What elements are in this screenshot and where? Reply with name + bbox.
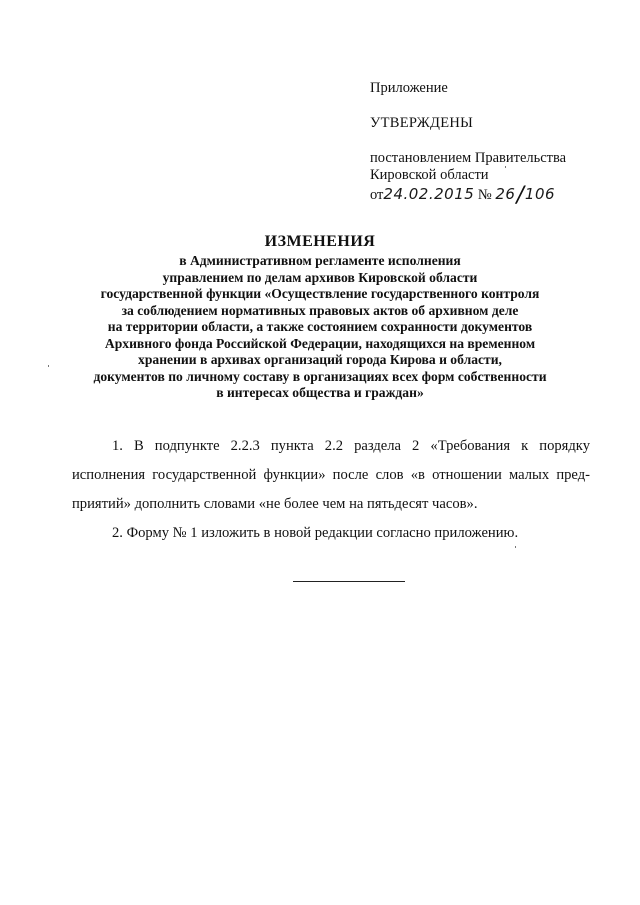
document-title-block <box>60 233 580 402</box>
handwritten-date: 24.02.2015 <box>383 185 475 203</box>
title-line: государственной функции «Осуществление государственного контроля <box>100 286 540 301</box>
paragraph-1-line: 1. В подпункте 2.2.3 пункта 2.2 раздела 2 «Требования к порядку <box>112 438 590 454</box>
approval-stamp-block <box>370 80 610 208</box>
title-line: на территории области, а также состоянием сохранности документов <box>107 319 533 334</box>
title-line: управлением по делам архивов Кировской области <box>162 269 478 285</box>
handwritten-slash: / <box>516 183 524 208</box>
handwritten-number-suffix: 106 <box>524 185 556 203</box>
document-body <box>72 432 590 548</box>
decree-line-1: постановлением Правительства <box>370 150 567 166</box>
scan-speck <box>48 365 49 367</box>
decree-date-number-line <box>370 183 610 208</box>
document-heading: ИЗМЕНЕНИЯ <box>264 233 376 250</box>
paragraph-1-line: исполнения государственной функции» после слов «в отношении малых пред- <box>72 467 590 483</box>
paragraph-1-line: приятий» дополнить словами «не более чем на пятьдесят часов». <box>72 496 478 512</box>
title-line: в Административном регламенте исполнения <box>179 253 461 268</box>
end-of-document-rule <box>293 581 405 582</box>
decree-line-2: Кировской области <box>370 167 489 183</box>
title-line: хранении в архивах организаций города Кирова и области, <box>138 352 502 367</box>
approved-label: УТВЕРЖДЕНЫ <box>370 115 474 131</box>
title-line: Архивного фонда Российской Федерации, находящихся на временном <box>104 335 536 351</box>
handwritten-number: 26 <box>495 185 516 203</box>
number-sign: № <box>477 187 492 203</box>
title-line: в интересах общества и граждан» <box>216 385 424 400</box>
date-prefix: от <box>370 187 384 203</box>
scan-speck <box>515 546 516 548</box>
title-line: документов по личному составу в организациях всех форм собственности <box>93 368 547 384</box>
paragraph-2: 2. Форму № 1 изложить в новой редакции согласно приложению. <box>112 525 519 541</box>
appendix-label: Приложение <box>370 80 448 96</box>
scan-speck <box>505 166 506 168</box>
title-line: за соблюдением нормативных правовых актов об архивном деле <box>121 302 519 318</box>
